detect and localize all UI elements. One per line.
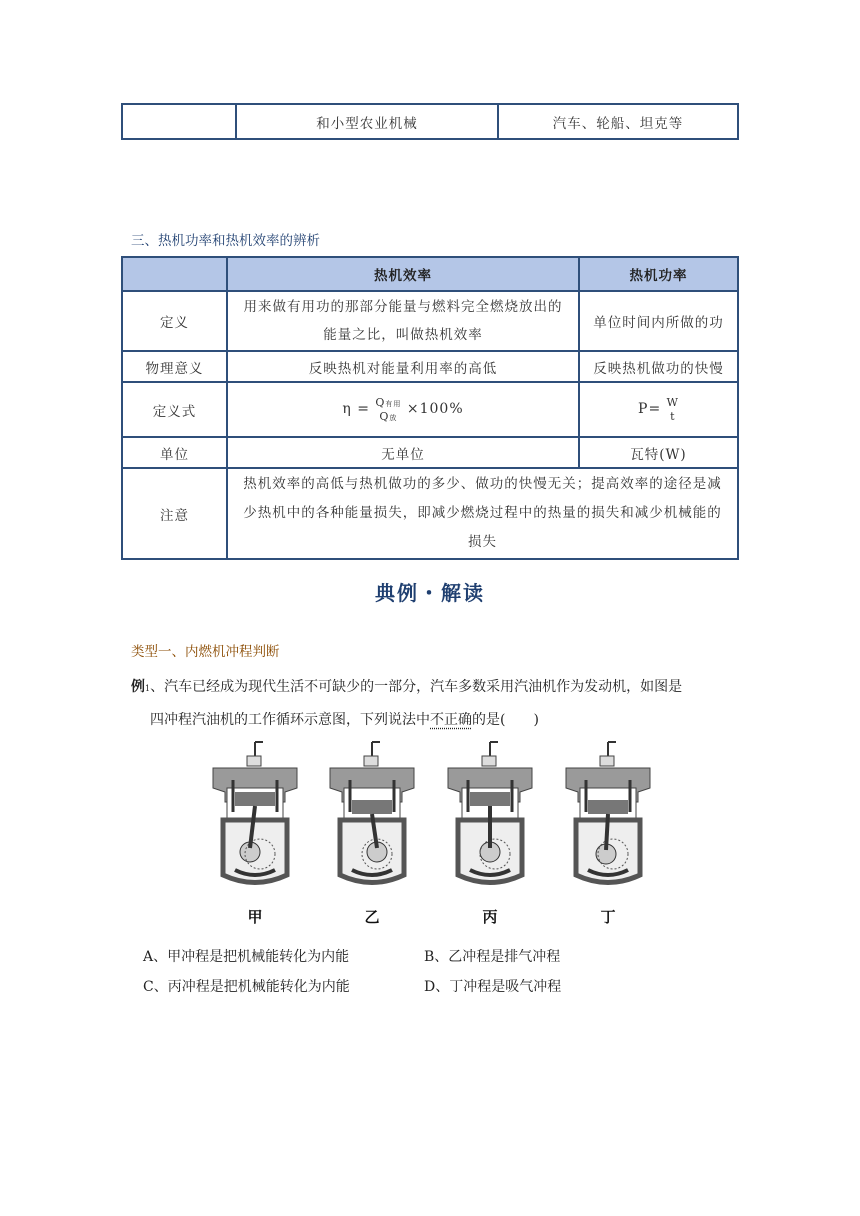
table-row	[122, 104, 738, 139]
efficiency-formula	[227, 382, 579, 437]
question-emphasis: 不正确	[430, 712, 472, 728]
row-label: 注意	[122, 468, 227, 559]
table-row-formula	[122, 382, 738, 437]
row-label: 物理意义	[122, 351, 227, 382]
header-cell-empty	[122, 257, 227, 291]
question-text: 、汽车已经成为现代生活不可缺少的一部分，汽车多数采用汽油机作为发动机，如图是	[150, 679, 683, 695]
note-line3: 损失	[468, 534, 497, 550]
table-cell: 汽车、轮船、坦克等	[498, 104, 738, 139]
unit-power: 瓦特(W)	[579, 437, 738, 468]
question-line1	[131, 676, 682, 696]
type-heading: 类型一、内燃机冲程判断	[131, 644, 280, 660]
option-b: B、乙冲程是排气冲程	[424, 949, 561, 965]
question-index: 1	[145, 684, 151, 693]
eta-symbol: η =	[342, 401, 370, 418]
option-d: D、丁冲程是吸气冲程	[424, 979, 562, 995]
note-line1: 热机效率的高低与热机做功的多少、做功的快慢无关；提高效率的途径是减	[243, 476, 722, 492]
question-label: 例	[131, 679, 145, 695]
engine-label-ding: 丁	[600, 908, 616, 926]
table-cell: 和小型农业机械	[236, 104, 498, 139]
p-symbol: P=	[638, 401, 662, 418]
question-text: 的是( )	[472, 712, 539, 728]
definition-power: 单位时间内所做的功	[579, 291, 738, 351]
definition-efficiency-line2: 能量之比，叫做热机效率	[323, 327, 483, 343]
q-fraction	[375, 396, 401, 422]
engine-diagram-jia	[205, 740, 305, 890]
definition-efficiency	[227, 291, 579, 351]
q-den: Q	[379, 409, 390, 423]
w-t-fraction	[667, 396, 679, 422]
option-c: C、丙冲程是把机械能转化为内能	[143, 979, 350, 995]
engine-label-yi: 乙	[364, 908, 380, 926]
q-den-sub: 放	[389, 413, 398, 422]
row-label: 定义式	[122, 382, 227, 437]
option-a: A、甲冲程是把机械能转化为内能	[143, 949, 350, 965]
table-header-row	[122, 257, 738, 291]
fraction-numerator: W	[666, 396, 679, 410]
unit-efficiency: 无单位	[227, 437, 579, 468]
analysis-table	[121, 256, 739, 560]
power-formula	[579, 382, 738, 437]
top-table	[121, 103, 739, 140]
engine-diagram-ding	[558, 740, 658, 890]
engine-diagram-bing	[440, 740, 540, 890]
section-heading: 三、热机功率和热机效率的辨析	[131, 233, 320, 249]
example-title: 典例・解读	[375, 581, 485, 605]
engine-diagram-yi	[322, 740, 422, 890]
definition-efficiency-line1: 用来做有用功的那部分能量与燃料完全燃烧放出的	[243, 299, 563, 315]
table-row-definition	[122, 291, 738, 351]
table-cell	[122, 104, 236, 139]
fraction-denominator: t	[670, 409, 676, 423]
question-line2	[150, 709, 539, 729]
table-row-unit	[122, 437, 738, 468]
row-label: 定义	[122, 291, 227, 351]
times-100-percent: ×100%	[406, 401, 464, 418]
note-text	[227, 468, 738, 559]
header-cell-efficiency: 热机效率	[227, 257, 579, 291]
engine-label-bing: 丙	[482, 908, 498, 926]
q-num-sub: 有用	[385, 400, 402, 409]
engine-label-jia: 甲	[247, 908, 263, 926]
meaning-power: 反映热机做功的快慢	[579, 351, 738, 382]
fraction-numerator	[375, 396, 401, 409]
meaning-efficiency: 反映热机对能量利用率的高低	[227, 351, 579, 382]
q-num: Q	[375, 396, 386, 410]
question-text: 四冲程汽油机的工作循环示意图，下列说法中	[150, 712, 430, 728]
row-label: 单位	[122, 437, 227, 468]
header-cell-power: 热机功率	[579, 257, 738, 291]
table-row-note	[122, 468, 738, 559]
note-line2: 少热机中的各种能量损失，即减少燃烧过程中的热量的损失和减少机械能的	[243, 505, 722, 521]
table-row-meaning	[122, 351, 738, 382]
fraction-denominator	[375, 410, 401, 423]
